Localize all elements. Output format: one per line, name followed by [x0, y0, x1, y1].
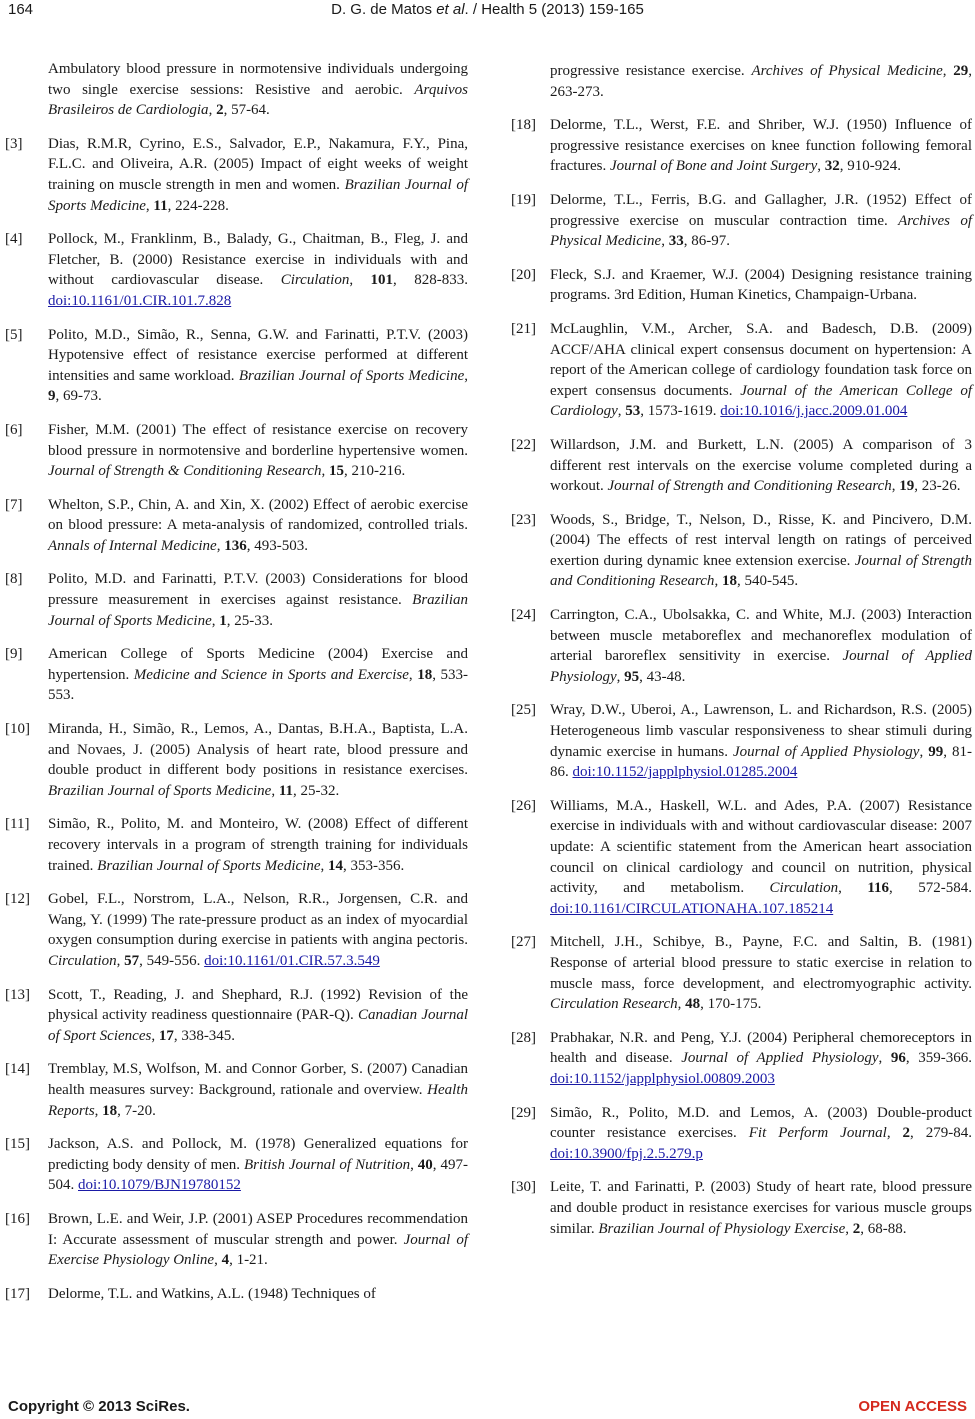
reference-pages: , 359-366.: [905, 1050, 972, 1067]
reference-item: [507, 319, 972, 422]
reference-separator: ,: [320, 857, 328, 874]
reference-body: [550, 319, 972, 422]
reference-volume: 18: [102, 1102, 118, 1119]
reference-text: Mitchell, J.H., Schibye, B., Payne, F.C. and Saltin, B. (1981) Response of arterial blood pressure to static exercise in relation to muscle mass, force development, and electromyographic activity.: [550, 934, 972, 992]
reference-number: [14]: [5, 1061, 30, 1078]
reference-journal: Brazilian Journal of Sports Medicine: [48, 592, 468, 629]
reference-pages: , 533-553.: [48, 666, 468, 704]
reference-body: [550, 796, 972, 920]
reference-text: Wray, D.W., Uberoi, A., Lawrenson, L. and Richardson, R.S. (2005) Heterogeneous limb vascular responsiveness to shear stimuli during dynamic exercise in humans.: [550, 702, 972, 760]
reference-body: [48, 495, 468, 557]
reference-journal: Brazilian Journal of Sports Medicine: [238, 367, 465, 384]
reference-doi-link[interactable]: doi:10.1016/j.jacc.2009.01.004: [720, 403, 908, 420]
reference-separator: ,: [321, 463, 329, 480]
reference-pages: , 540-545.: [736, 573, 799, 590]
reference-item: [507, 1177, 972, 1239]
reference-pages: , 910-924.: [839, 158, 902, 175]
reference-body: [550, 932, 972, 1014]
reference-item: [5, 569, 468, 631]
reference-number: [7]: [5, 496, 23, 513]
reference-separator: ,: [151, 1027, 159, 1044]
reference-pages: , 69-73.: [55, 388, 102, 405]
reference-item: [5, 59, 468, 121]
reference-separator: ,: [216, 537, 225, 554]
reference-pages: , 81-86.: [550, 743, 972, 781]
reference-volume: 18: [417, 666, 433, 683]
reference-body: [550, 115, 972, 177]
reference-item: [507, 435, 972, 497]
reference-volume: 136: [224, 537, 247, 554]
reference-text: Miranda, H., Simão, R., Lemos, A., Dantas, B.H.A., Baptista, L.A. and Novaes, J. (2005) Analysis of heart rate, blood pressure and double product in different body positions in resistance exercises.: [48, 721, 468, 779]
reference-text: McLaughlin, V.M., Archer, S.A. and Badesch, D.B. (2009) ACCF/AHA clinical expert consensus document on hypertension: A report of the American college of cardiology foundation task force on expert consensus documents.: [550, 320, 972, 399]
reference-pages: , 549-556.: [139, 952, 205, 969]
reference-item: [5, 1209, 468, 1271]
reference-body: [48, 59, 468, 121]
reference-pages: , 170-175.: [700, 996, 762, 1013]
running-head: [0, 1, 975, 18]
reference-text: Carrington, C.A., Ubolsakka, C. and White, M.J. (2003) Interaction between muscle metaboreflex and mechanoreflex modulation of arterial baroreflex sensitivity in exercise.: [550, 607, 972, 665]
reference-number: [29]: [511, 1104, 536, 1121]
reference-doi-link[interactable]: doi:10.1152/japplphysiol.00809.2003: [550, 1070, 775, 1087]
reference-pages: , 43-48.: [639, 668, 686, 685]
reference-text: Gobel, F.L., Norstrom, L.A., Nelson, R.R., Jorgensen, C.R. and Wang, Y. (1999) The rate-pressure product as an index of myocardial oxygen consumption during exercise in patients with angina pectoris.: [48, 891, 468, 949]
reference-pages: , 25-32.: [293, 782, 340, 799]
reference-pages: , 493-503.: [246, 537, 308, 554]
reference-journal: Journal of Strength and Conditioning Research: [607, 478, 892, 495]
reference-pages: , 1-21.: [229, 1252, 268, 1269]
reference-number: [26]: [511, 797, 536, 814]
reference-number: [27]: [511, 934, 536, 951]
reference-item: [507, 61, 972, 102]
reference-item: [5, 325, 468, 407]
reference-volume: 2: [216, 102, 224, 119]
reference-number: [15]: [5, 1136, 30, 1153]
reference-text: Simão, R., Polito, M. and Monteiro, W. (2008) Effect of different recovery intervals in a program of strength training for individuals trained.: [48, 816, 468, 874]
reference-journal: Circulation: [280, 272, 350, 289]
reference-body: [48, 1209, 468, 1271]
reference-item: [507, 510, 972, 592]
reference-volume: 32: [824, 158, 840, 175]
reference-body: [48, 719, 468, 801]
reference-item: [5, 889, 468, 971]
reference-body: [48, 325, 468, 407]
reference-separator: ,: [214, 1252, 222, 1269]
reference-pages: , 86-97.: [683, 233, 730, 250]
reference-journal: Annals of Internal Medicine: [48, 537, 217, 554]
reference-journal: Journal of Applied Physiology: [681, 1050, 879, 1067]
reference-volume: 9: [48, 388, 56, 405]
reference-pages: , 23-26.: [914, 478, 961, 495]
reference-number: [28]: [511, 1029, 536, 1046]
reference-item: [5, 644, 468, 706]
reference-separator: ,: [845, 1220, 853, 1237]
reference-text: Delorme, T.L., Werst, F.E. and Shriber, W.J. (1950) Influence of progressive resistance exercises on knee function following femoral fractures.: [550, 117, 972, 175]
reference-separator: ,: [817, 158, 825, 175]
reference-journal: Journal of Exercise Physiology Online: [48, 1231, 468, 1269]
reference-pages: , 1573-1619.: [640, 403, 721, 420]
reference-body: [48, 889, 468, 971]
reference-volume: 4: [221, 1252, 230, 1269]
reference-text: Fisher, M.M. (2001) The effect of resistance exercise on recovery blood pressure in normotensive and borderline hypertensive women.: [48, 421, 468, 459]
reference-number: [3]: [5, 135, 23, 152]
reference-volume: 18: [721, 573, 737, 590]
reference-item: [507, 796, 972, 920]
reference-volume: 48: [685, 996, 701, 1013]
reference-volume: 11: [153, 197, 168, 214]
reference-volume: 99: [928, 743, 944, 760]
reference-journal: Arquivos Brasileiros de Cardiologia: [48, 81, 468, 119]
reference-number: [23]: [511, 511, 536, 528]
reference-journal: Health Reports: [48, 1081, 468, 1119]
reference-item: [507, 115, 972, 177]
reference-separator: ,: [891, 478, 900, 495]
reference-text: Williams, M.A., Haskell, W.L. and Ades, P.A. (2007) Resistance exercise in individuals with and without cardiovascular disease: 2007 update: A scientific statement from the American heart association council on clinical cardiology and council on nutrition, physical activity, and metabolism.: [550, 797, 972, 897]
reference-separator: ,: [714, 573, 722, 590]
reference-journal: Journal of Strength & Conditioning Research: [48, 463, 322, 480]
reference-journal: Journal of Bone and Joint Surgery: [609, 158, 818, 175]
reference-item: [507, 1028, 972, 1090]
reference-volume: 14: [327, 857, 343, 874]
reference-journal: Fit Perform Journal: [748, 1125, 887, 1142]
reference-item: [5, 1284, 468, 1305]
reference-pages: , 57-64.: [223, 102, 270, 119]
reference-volume: 95: [624, 668, 640, 685]
reference-body: [550, 510, 972, 592]
reference-body: [48, 985, 468, 1047]
reference-volume: 17: [158, 1027, 174, 1044]
reference-number: [13]: [5, 986, 30, 1003]
reference-journal: Canadian Journal of Sport Sciences: [48, 1007, 468, 1044]
reference-volume: 33: [668, 233, 684, 250]
reference-item: [507, 265, 972, 306]
references-left-column: [5, 59, 468, 1317]
reference-volume: 96: [890, 1050, 906, 1067]
reference-body: [48, 1134, 468, 1196]
reference-number: [25]: [511, 702, 536, 719]
reference-body: [550, 265, 972, 306]
reference-separator: ,: [116, 952, 125, 969]
reference-text: Leite, T. and Farinatti, P. (2003) Study of heart rate, blood pressure and double product in resistance exercises for various muscle groups similar.: [550, 1179, 972, 1237]
reference-doi-link[interactable]: doi:10.1161/01.CIR.57.3.549: [204, 952, 380, 969]
reference-volume: 116: [867, 880, 890, 897]
reference-text: Polito, M.D., Simão, R., Senna, G.W. and Farinatti, P.T.V. (2003) Hypotensive effect of resistance exercise performed at different intensities and same workload.: [48, 326, 468, 384]
reference-volume: 29: [953, 63, 969, 79]
reference-number: [4]: [5, 231, 23, 248]
reference-text: Polito, M.D. and Farinatti, P.T.V. (2003) Considerations for blood pressure measurement in exercises against resistance.: [48, 571, 468, 609]
reference-text: Delorme, T.L. and Watkins, A.L. (1948) Techniques of: [48, 1285, 376, 1302]
reference-text: Brown, L.E. and Weir, J.P. (2001) ASEP Procedures recommendation I: Accurate assessment of muscular strength and power.: [48, 1210, 468, 1248]
reference-body: [550, 435, 972, 497]
reference-item: [5, 1059, 468, 1121]
reference-journal: Archives of Physical Medicine: [751, 63, 943, 79]
reference-separator: ,: [886, 1125, 903, 1142]
reference-item: [507, 605, 972, 687]
reference-body: [550, 190, 972, 252]
reference-number: [9]: [5, 646, 23, 663]
reference-volume: 2: [852, 1220, 861, 1237]
reference-text: Dias, R.M.R, Cyrino, E.S., Salvador, E.P., Nakamura, F.Y., Pina, F.L.C. and Oliveira, A.R. (2005) Impact of eight weeks of weight training on muscle strength in men and women.: [48, 135, 468, 193]
reference-journal: Brazilian Journal of Sports Medicine: [48, 176, 469, 214]
reference-separator: ,: [617, 403, 626, 420]
reference-journal: British Journal of Nutrition: [244, 1156, 411, 1173]
reference-item: [5, 985, 468, 1047]
reference-body: [550, 61, 972, 102]
reference-body: [48, 814, 468, 876]
reference-text: Tremblay, M.S, Wolfson, M. and Connor Gorber, S. (2007) Canadian health measures survey: Background, rationale and overview.: [48, 1061, 468, 1098]
reference-journal: Circulation: [769, 880, 839, 897]
reference-volume: 1: [219, 612, 227, 629]
running-head-citation: . / Health 5 (2013) 159-165: [464, 1, 644, 18]
reference-text: Simão, R., Polito, M.D. and Lemos, A. (2003) Double-product counter resistance exercises.: [550, 1104, 972, 1142]
reference-number: [5]: [5, 326, 23, 343]
reference-item: [507, 700, 972, 782]
reference-number: [20]: [511, 266, 536, 283]
reference-separator: ,: [661, 233, 669, 250]
reference-separator: ,: [616, 668, 625, 685]
reference-body: [48, 1059, 468, 1121]
reference-journal: Archives of Physical Medicine: [550, 212, 972, 250]
reference-body: [48, 569, 468, 631]
reference-number: [19]: [511, 191, 536, 208]
reference-separator: ,: [878, 1050, 891, 1067]
reference-text: progressive resistance exercise.: [550, 63, 752, 79]
reference-volume: 40: [417, 1156, 433, 1173]
reference-separator: ,: [211, 612, 220, 629]
reference-doi-link[interactable]: doi:10.3900/fpj.2.5.279.p: [550, 1145, 703, 1162]
running-head-authors: D. G. de Matos: [331, 1, 437, 18]
reference-body: [48, 420, 468, 482]
reference-number: [30]: [511, 1179, 536, 1196]
reference-journal: Journal of Applied Physiology: [732, 743, 920, 760]
reference-pages: , 338-345.: [173, 1027, 236, 1044]
reference-body: [48, 134, 468, 216]
reference-separator: ,: [410, 1156, 418, 1173]
reference-item: [5, 719, 468, 801]
reference-volume: 101: [370, 272, 394, 289]
reference-journal: Brazilian Journal of Sports Medicine: [48, 782, 272, 799]
reference-item: [507, 190, 972, 252]
reference-text: Whelton, S.P., Chin, A. and Xin, X. (2002) Effect of aerobic exercise on blood pressure: A meta-analysis of randomized, controlled trials.: [48, 496, 468, 534]
reference-body: [48, 1284, 468, 1305]
reference-item: [5, 814, 468, 876]
reference-item: [5, 495, 468, 557]
reference-number: [18]: [511, 117, 536, 134]
reference-item: [507, 1103, 972, 1165]
reference-text: Prabhakar, N.R. and Peng, Y.J. (2004) Peripheral chemoreceptors in health and disease.: [550, 1029, 972, 1067]
reference-number: [8]: [5, 571, 23, 588]
reference-separator: ,: [94, 1102, 103, 1119]
reference-journal: Journal of Strength and Conditioning Research: [550, 552, 972, 590]
reference-journal: Circulation Research: [550, 996, 678, 1013]
reference-pages: , 263-273.: [550, 63, 973, 100]
reference-body: [48, 229, 468, 311]
reference-number: [12]: [5, 891, 30, 908]
reference-doi-link[interactable]: doi:10.1152/japplphysiol.01285.2004: [572, 764, 798, 781]
reference-number: [16]: [5, 1210, 30, 1227]
reference-item: [5, 134, 468, 216]
reference-pages: , 353-356.: [342, 857, 405, 874]
reference-text: Fleck, S.J. and Kraemer, W.J. (2004) Designing resistance training programs. 3rd Edition, Human Kinetics, Champaign-Urbana.: [550, 266, 972, 304]
open-access-label: OPEN ACCESS: [858, 1398, 967, 1415]
reference-pages: , 210-216.: [343, 463, 406, 480]
reference-journal: Medicine and Science in Sports and Exercise: [133, 666, 409, 683]
reference-pages: , 279-84.: [910, 1125, 973, 1142]
reference-number: [22]: [511, 436, 536, 453]
reference-separator: ,: [919, 743, 929, 760]
reference-journal: Journal of the American College of Cardiology: [550, 382, 972, 420]
reference-separator: ,: [408, 666, 418, 683]
reference-separator: ,: [677, 996, 686, 1013]
reference-doi-link[interactable]: doi:10.1079/BJN19780152: [78, 1177, 241, 1194]
reference-body: [550, 1103, 972, 1165]
reference-separator: ,: [464, 367, 468, 384]
reference-number: [24]: [511, 607, 536, 624]
reference-pages: , 7-20.: [117, 1102, 156, 1119]
reference-item: [5, 1134, 468, 1196]
reference-text: American College of Sports Medicine (2004) Exercise and hypertension.: [48, 646, 468, 683]
reference-body: [550, 1177, 972, 1239]
reference-number: [21]: [511, 320, 536, 337]
references-right-column: [507, 61, 972, 1252]
reference-journal: Circulation: [48, 952, 117, 969]
reference-number: [6]: [5, 421, 23, 438]
reference-body: [550, 605, 972, 687]
reference-text: Woods, S., Bridge, T., Nelson, D., Risse, K. and Pincivero, D.M. (2004) The effects of rest interval length on ratings of perceived exertion during dynamic knee extension exercise.: [550, 511, 972, 569]
reference-pages: , 25-33.: [226, 612, 273, 629]
reference-separator: ,: [271, 782, 279, 799]
reference-body: [550, 700, 972, 782]
reference-separator: ,: [942, 63, 954, 79]
reference-separator: ,: [208, 102, 217, 119]
page-number: 164: [8, 1, 34, 18]
reference-text: Jackson, A.S. and Pollock, M. (1978) Generalized equations for predicting body density of men.: [48, 1136, 468, 1173]
reference-number: [17]: [5, 1285, 30, 1302]
reference-volume: 57: [124, 952, 140, 969]
reference-separator: ,: [145, 197, 154, 214]
reference-body: [48, 644, 468, 706]
reference-separator: ,: [838, 880, 868, 897]
reference-pages: , 224-228.: [167, 197, 229, 214]
reference-item: [5, 420, 468, 482]
reference-text: Delorme, T.L., Ferris, B.G. and Gallagher, J.R. (1952) Effect of progressive exercise on muscular contraction time.: [550, 191, 972, 229]
reference-volume: 19: [899, 478, 915, 495]
reference-pages: , 828-833.: [393, 272, 468, 289]
copyright-notice: Copyright © 2013 SciRes.: [8, 1398, 190, 1415]
reference-pages: , 68-88.: [860, 1220, 907, 1237]
reference-volume: 2: [902, 1125, 911, 1142]
running-head-etal: et al: [436, 1, 465, 18]
reference-doi-link[interactable]: doi:10.1161/01.CIR.101.7.828: [48, 292, 232, 309]
reference-text: Willardson, J.M. and Burkett, L.N. (2005) A comparison of 3 different rest intervals on the exercise volume completed during a workout.: [550, 436, 972, 495]
reference-volume: 11: [278, 782, 294, 799]
reference-doi-link[interactable]: doi:10.1161/CIRCULATIONAHA.107.185214: [550, 900, 834, 917]
reference-text: Pollock, M., Franklinm, B., Balady, G., Chaitman, B., Fleg, J. and Fletcher, B. (2000) Resistance exercise in individuals with and without cardiovascular disease.: [48, 231, 468, 289]
reference-number: [10]: [5, 721, 30, 738]
reference-journal: Journal of Applied Physiology: [550, 648, 973, 685]
reference-text: Scott, T., Reading, J. and Shephard, R.J. (1992) Revision of the physical activity readiness questionnaire (PAR-Q).: [48, 986, 468, 1024]
reference-body: [550, 1028, 972, 1090]
reference-volume: 53: [625, 403, 641, 420]
reference-separator: ,: [349, 272, 371, 289]
reference-text: Ambulatory blood pressure in normotensive individuals undergoing two single exercise sessions: Resistive and aerobic.: [48, 61, 468, 98]
reference-journal: Brazilian Journal of Physiology Exercise: [598, 1220, 846, 1237]
reference-pages: , 572-584.: [889, 880, 972, 897]
reference-volume: 15: [328, 463, 344, 480]
reference-pages: , 497-504.: [48, 1156, 469, 1194]
reference-item: [5, 229, 468, 311]
reference-item: [507, 932, 972, 1014]
reference-number: [11]: [5, 816, 30, 833]
reference-journal: Brazilian Journal of Sports Medicine: [97, 857, 321, 874]
